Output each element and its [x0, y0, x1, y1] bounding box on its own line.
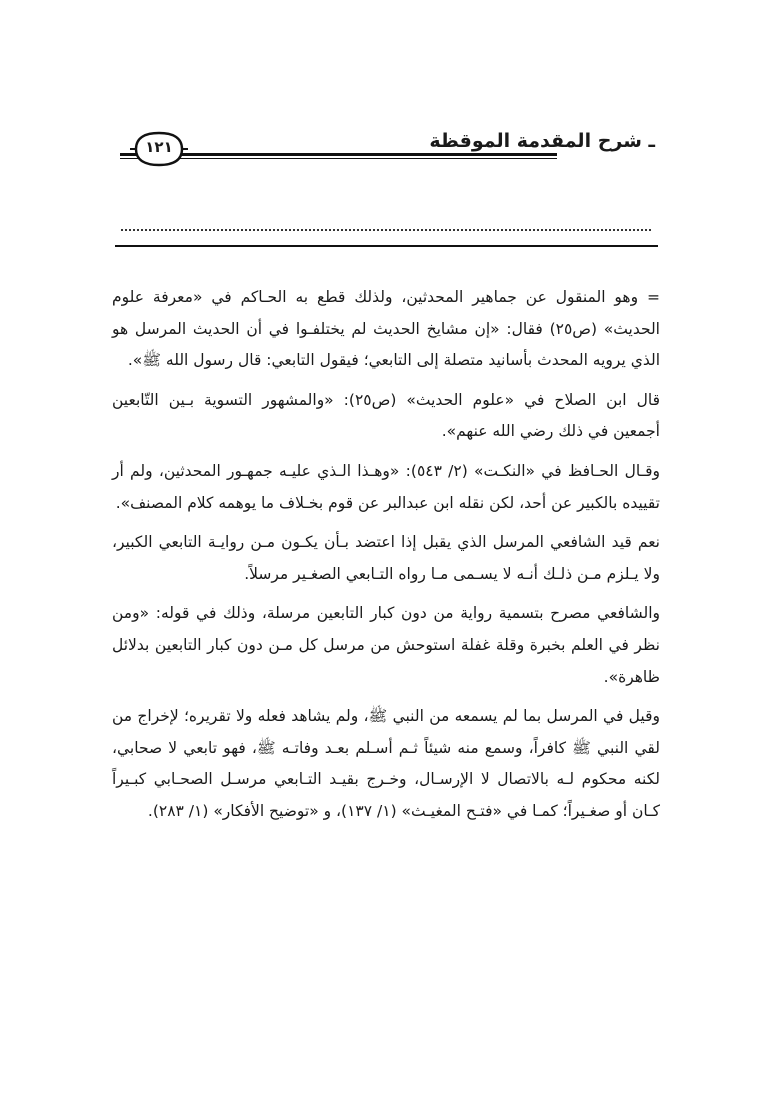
footnote-body	[112, 282, 660, 836]
page-number-ornament	[130, 129, 188, 169]
paragraph-4: نعم قيد الشافعي المرسل الذي يقبل إذا اعتضد بـأن يكـون مـن روايـة التابعي الكبير، ولا يـلزم مـن ذلـك أنـه لا يسـمى مـا رواه التـابعي الصغـير مرسلاً.	[112, 533, 660, 583]
book-title: ـ شرح المقدمة الموقظة	[423, 130, 655, 152]
paragraph-5: والشافعي مصرح بتسمية رواية من دون كبار التابعين مرسلة، وذلك في قوله: «ومن نظر في العلم بخبرة وقلة غفلة استوحش من مرسل كل مـن دون كبار التابعين بدلائل ظاهرة».	[112, 604, 660, 686]
page-number: ١٢١	[145, 138, 173, 156]
paragraph-6: وقيل في المرسل بما لم يسمعه من النبي ﷺ، ولم يشاهد فعله ولا تقريره؛ لإخراج من لقي النبي ﷺ كافراً، وسمع منه شيئاً ثـم أسـلم بعـد وفاتـه ﷺ، فهو تابعي لا صحابي، لكنه محكوم لـه بالاتصال لا الإرسـال، وخـرج بقيـد التـابعي مرسـل الصحـابي كبـيراً كـان أو صغـيراً؛ كمـا في «فتـح المغيـث» (١/ ١٣٧)، و «توضيح الأفكار» (١/ ٢٨٣).	[112, 707, 660, 820]
paragraph-1: = وهو المنقول عن جماهير المحدثين، ولذلك قطع به الحـاكم في «معرفة علوم الحديث» (ص٢٥) فقال: «إن مشايخ الحديث لم يختلفـوا في أن الحديث المرسل هو الذي يرويه المحدث بأسانيد متصلة إلى التابعي؛ فيقول التابعي: قال رسول الله ﷺ».	[112, 288, 660, 370]
running-header	[110, 120, 655, 172]
paragraph-3: وقـال الحـافظ في «النكـت» (٢/ ٥٤٣): «وهـذا الـذي عليـه جمهـور المحدثين، ولم أر تقييده بالكبير عن أحد، لكن نقله ابن عبدالبر عن قوم بخـلاف ما يوهمه كلام المصنف».	[112, 461, 660, 512]
footnote-solid-separator	[115, 245, 658, 247]
footnote-dotted-separator	[121, 229, 651, 237]
paragraph-2: قال ابن الصلاح في «علوم الحديث» (ص٢٥): «والمشهور التسوية بـين التّابعين أجمعين في ذلك رضي الله عنهم».	[112, 390, 661, 441]
